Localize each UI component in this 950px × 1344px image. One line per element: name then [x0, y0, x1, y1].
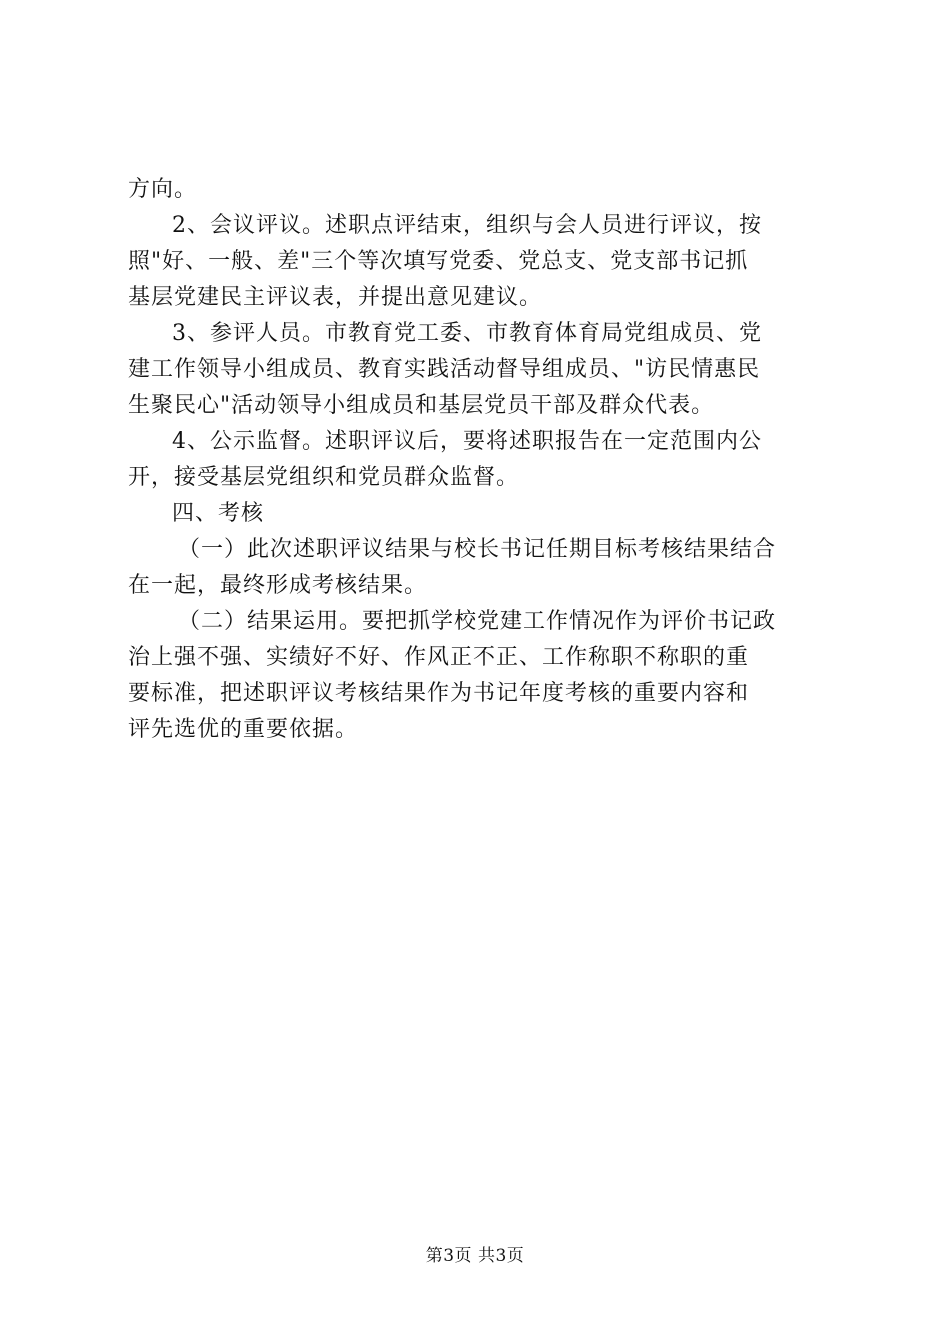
text-line: 基层党建民主评议表，并提出意见建议。 — [128, 285, 543, 310]
text-line: 建工作领导小组成员、教育实践活动督导组成员、"访民情惠民 — [128, 357, 761, 382]
text-line: 评先选优的重要依据。 — [128, 717, 359, 742]
text-line: 生聚民心"活动领导小组成员和基层党员干部及群众代表。 — [128, 393, 715, 418]
text-line: 3、参评人员。市教育党工委、市教育体育局党组成员、党 — [172, 321, 762, 346]
text-line: 开，接受基层党组织和党员群众监督。 — [128, 465, 520, 490]
text-line: 4、公示监督。述职评议后，要将述职报告在一定范围内公 — [172, 429, 762, 454]
text-line: 要标准，把述职评议考核结果作为书记年度考核的重要内容和 — [128, 681, 750, 706]
text-line: 治上强不强、实绩好不好、作风正不正、工作称职不称职的重 — [128, 645, 750, 670]
text-line: 照"好、一般、差"三个等次填写党委、党总支、党支部书记抓 — [128, 249, 749, 274]
text-line: 在一起，最终形成考核结果。 — [128, 573, 428, 598]
page-number-footer: 第3页 共3页 — [425, 1246, 525, 1266]
document-body — [128, 172, 832, 748]
text-line: （二）结果运用。要把抓学校党建工作情况作为评价书记政 — [178, 609, 777, 634]
text-line: 2、会议评议。述职点评结束，组织与会人员进行评议，按 — [172, 213, 762, 238]
text-line: 方向。 — [128, 177, 198, 202]
text-line: （一）此次述职评议结果与校长书记任期目标考核结果结合 — [178, 537, 777, 562]
section-heading: 四、考核 — [172, 501, 265, 526]
